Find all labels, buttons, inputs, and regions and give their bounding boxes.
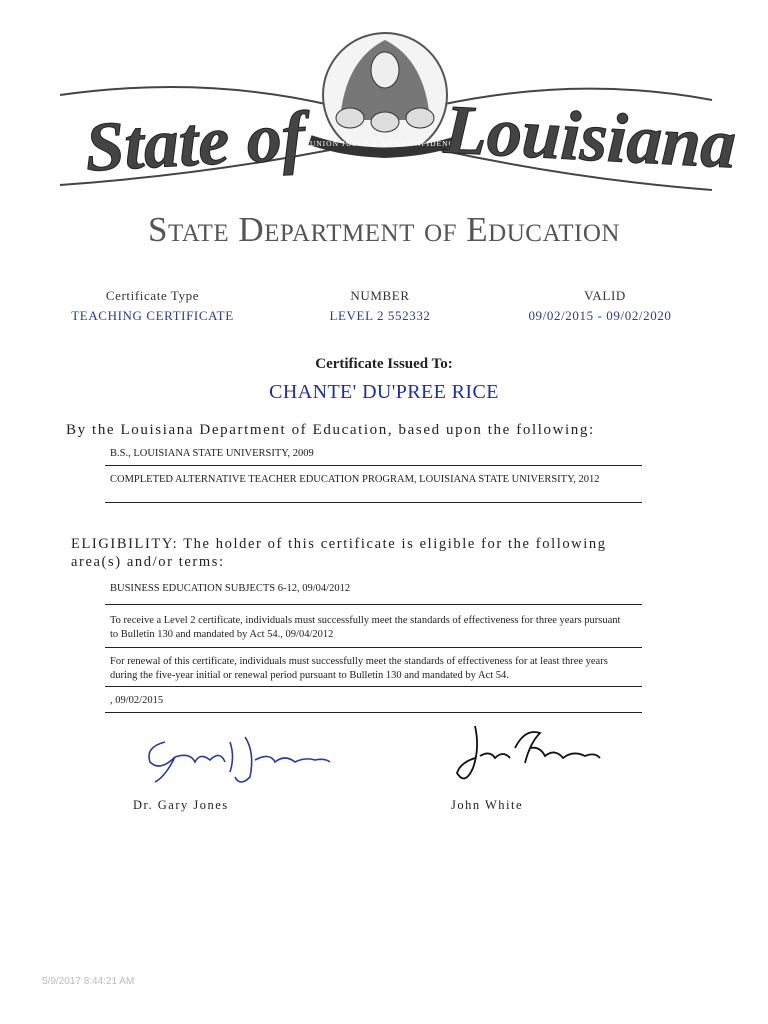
divider — [105, 686, 642, 687]
signature-gary-jones — [135, 722, 335, 792]
seal-text-right: Louisiana — [442, 91, 738, 184]
department-title: State Department of Education — [148, 210, 620, 249]
basis-item: COMPLETED ALTERNATIVE TEACHER EDUCATION PROGRAM, LOUISIANA STATE UNIVERSITY, 2012 — [110, 474, 600, 485]
eligibility-item: , 09/02/2015 — [110, 695, 164, 706]
divider — [105, 604, 642, 605]
holder-name: CHANTE' DU'PREE RICE — [269, 381, 499, 403]
valid-label: VALID — [584, 288, 626, 303]
eligibility-item: To receive a Level 2 certificate, individuals must successfully meet the standards of effectiveness for three years pursuant to Bulletin 130 and mandated by Act 54., 09/04/2012 — [110, 615, 621, 640]
number-value: LEVEL 2 552332 — [329, 308, 431, 323]
eligibility-heading: ELIGIBILITY: The holder of this certificate is eligible for the following area(s) and/or terms: — [71, 536, 607, 570]
signature-john-white — [445, 718, 615, 790]
eligibility-item: For renewal of this certificate, individuals must successfully meet the standards of effectiveness for at least three years during the five-year initial or renewal period pursuant to Bulletin 130 and mandated by Act 54. — [110, 656, 608, 681]
divider — [105, 502, 642, 503]
eligibility-item: BUSINESS EDUCATION SUBJECTS 6-12, 09/04/2012 — [110, 583, 351, 594]
print-timestamp: 5/9/2017 8:44:21 AM — [42, 976, 135, 987]
divider — [105, 647, 642, 648]
divider — [105, 712, 642, 713]
basis-heading: By the Louisiana Department of Education, based upon the following: — [66, 422, 595, 438]
seal-motto: UNION JUSTICE AND CONFIDENCE — [309, 139, 461, 148]
number-label: NUMBER — [350, 288, 410, 303]
seal-text-left: State of — [83, 98, 307, 187]
certificate-type-value: TEACHING CERTIFICATE — [71, 308, 234, 323]
valid-value: 09/02/2015 - 09/02/2020 — [528, 308, 672, 323]
divider — [105, 465, 642, 466]
signatory-left-name: Dr. Gary Jones — [133, 798, 229, 812]
issued-to-label: Certificate Issued To: — [315, 356, 453, 372]
basis-item: B.S., LOUISIANA STATE UNIVERSITY, 2009 — [110, 448, 314, 459]
signatory-right-name: John White — [451, 798, 524, 812]
certificate-type-label: Certificate Type — [105, 288, 200, 303]
